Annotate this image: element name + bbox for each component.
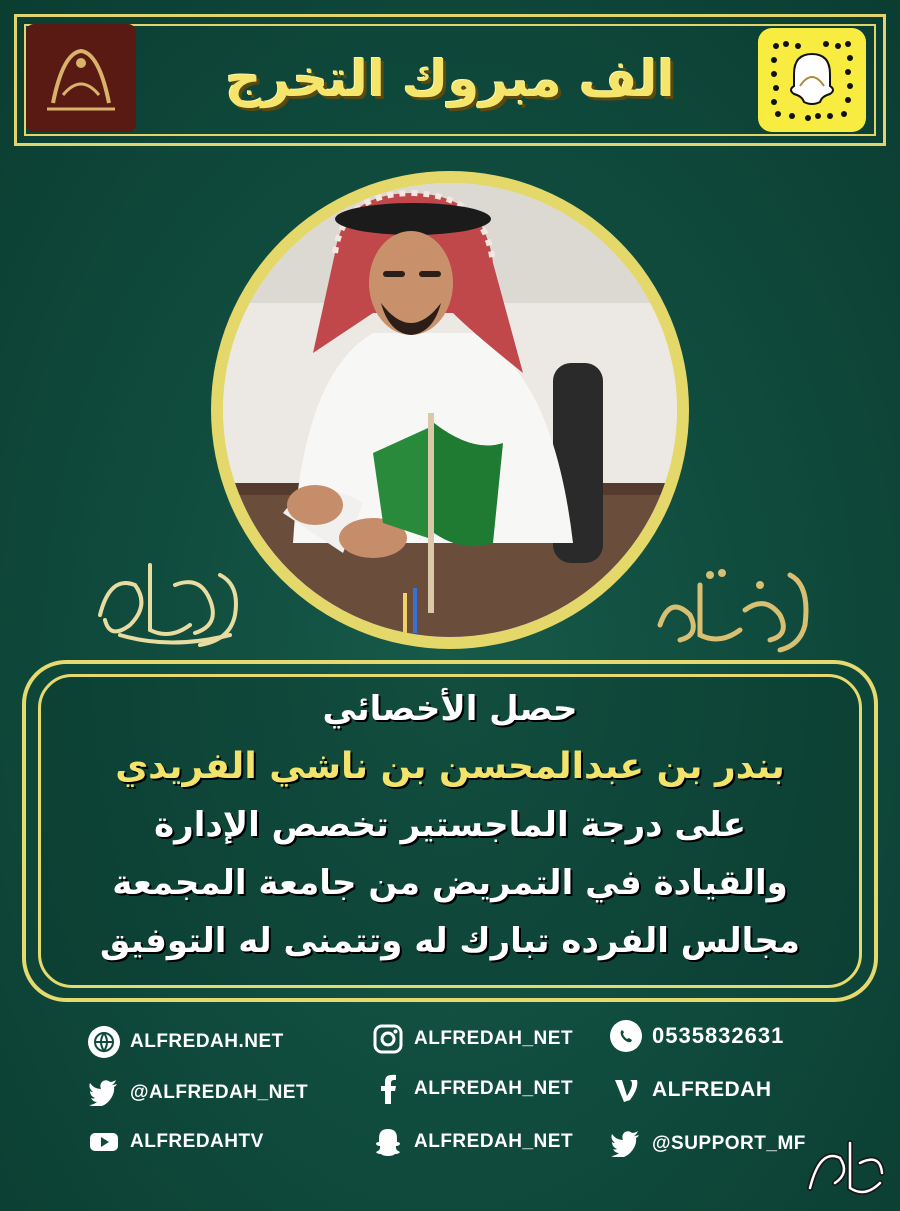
twitter-icon [88, 1077, 120, 1109]
message-line-degree: على درجة الماجستير تخصص الإدارة [154, 805, 746, 845]
facebook-icon [372, 1073, 404, 1105]
snapchat-label: ALFREDAH_NET [414, 1131, 574, 1152]
youtube-label: ALFREDAHTV [130, 1131, 264, 1152]
twitter-support-label: @SUPPORT_MF [652, 1133, 806, 1154]
message-line-wishes: مجالس الفرده تبارك له وتتمنى له التوفيق [100, 921, 800, 961]
whatsapp-icon [610, 1020, 642, 1052]
contact-facebook[interactable] [372, 1069, 573, 1109]
instagram-icon [372, 1023, 404, 1055]
snapchat-icon [372, 1126, 404, 1158]
contact-vine[interactable] [610, 1070, 772, 1110]
youtube-icon [88, 1126, 120, 1158]
contact-youtube[interactable] [88, 1122, 264, 1162]
contact-twitter[interactable] [88, 1073, 308, 1113]
web-label: ALFREDAH.NET [130, 1031, 284, 1052]
instagram-label: ALFREDAH_NET [414, 1028, 574, 1049]
twitter-icon [610, 1128, 642, 1160]
facebook-label: ALFREDAH_NET [414, 1078, 574, 1099]
graduate-name: بندر بن عبدالمحسن بن ناشي الفريدي [115, 746, 785, 787]
message-line-title: حصل الأخصائي [322, 689, 578, 729]
newspaper-stamp-logo [800, 1128, 892, 1206]
congratulation-message [60, 680, 840, 980]
mabrook-calligraphy [80, 545, 260, 655]
contact-web[interactable] [88, 1022, 284, 1062]
message-line-university: والقيادة في التمريض من جامعة المجمعة [112, 863, 788, 903]
contact-instagram[interactable] [372, 1019, 573, 1059]
contact-twitter-support[interactable] [610, 1124, 806, 1164]
contact-whatsapp[interactable] [610, 1016, 784, 1056]
graduate-photo [223, 183, 677, 637]
page-title: الف مبروك التخرج [225, 50, 675, 108]
contact-snapchat[interactable] [372, 1122, 573, 1162]
majalis-logo [26, 24, 136, 132]
globe-icon [88, 1026, 120, 1058]
twitter-label: @ALFREDAH_NET [130, 1082, 309, 1103]
tahniah-calligraphy [640, 555, 830, 655]
snapcode-icon[interactable] [758, 28, 866, 132]
vine-icon [610, 1074, 642, 1106]
vine-label: ALFREDAH [652, 1078, 772, 1101]
whatsapp-label: 0535832631 [652, 1023, 785, 1048]
